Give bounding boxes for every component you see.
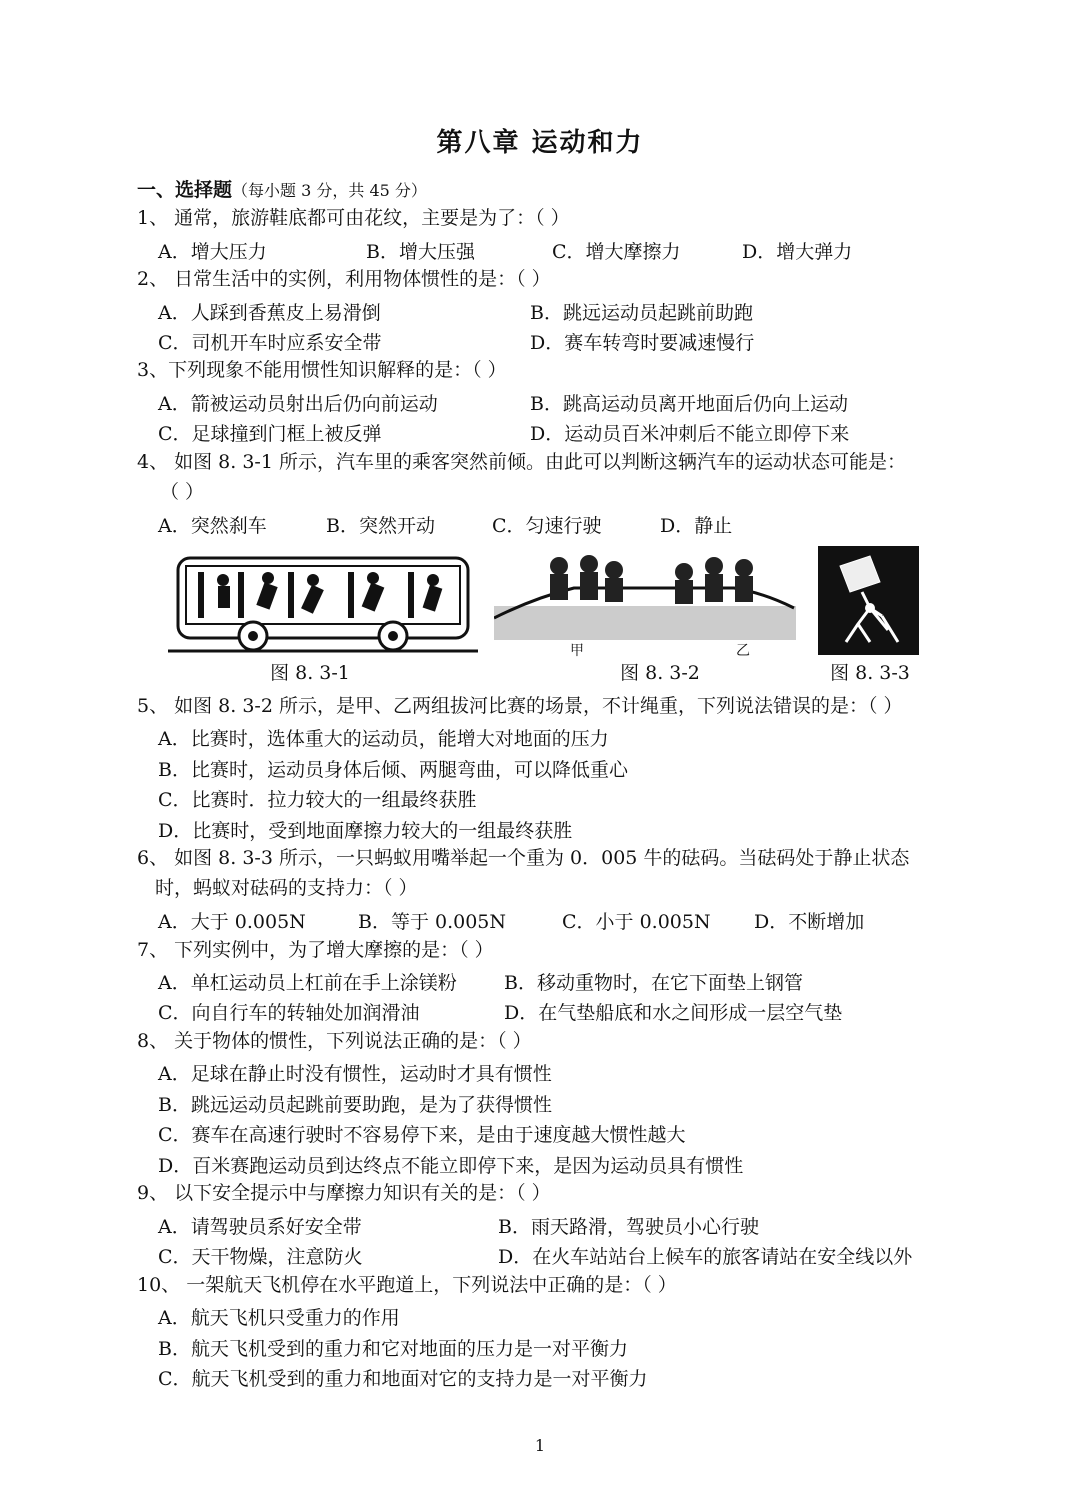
q8-option-c: C．赛车在高速行驶时不容易停下来，是由于速度越大惯性越大 xyxy=(158,1124,686,1146)
q6-option-b: B．等于 0.005N xyxy=(358,911,507,933)
q3-option-c: C．足球撞到门框上被反弹 xyxy=(158,423,382,445)
question-6-stem: 6、 如图 8. 3-3 所示，一只蚂蚁用嘴举起一个重为 0．005 牛的砝码。当砝码处于静止状态 xyxy=(137,847,910,869)
q9-option-b: B．雨天路滑，驾驶员小心行驶 xyxy=(498,1216,759,1238)
q7-option-d: D．在气垫船底和水之间形成一层空气垫 xyxy=(504,1002,843,1024)
section-heading xyxy=(137,175,427,202)
q3-option-d: D．运动员百米冲刺后不能立即停下来 xyxy=(530,423,850,445)
q2-option-b: B．跳远运动员起跳前助跑 xyxy=(530,302,753,324)
q3-option-a: A．箭被运动员射出后仍向前运动 xyxy=(158,393,438,415)
question-4-stem-cont: （ ） xyxy=(160,481,205,503)
q9-option-a: A．请驾驶员系好安全带 xyxy=(158,1216,362,1238)
q6-option-a: A．大于 0.005N xyxy=(158,911,306,933)
q1-option-d: D．增大弹力 xyxy=(742,241,853,263)
q5-option-d: D．比赛时，受到地面摩擦力较大的一组最终获胜 xyxy=(158,820,573,842)
q9-option-d: D．在火车站站台上候车的旅客请站在安全线以外 xyxy=(498,1246,913,1268)
question-7-stem: 7、 下列实例中，为了增大摩擦的是：（ ） xyxy=(137,939,494,961)
q2-option-c: C．司机开车时应系安全带 xyxy=(158,332,382,354)
figure-2-team-b: 乙 xyxy=(736,643,750,659)
page-title: 第八章 运动和力 xyxy=(436,128,644,158)
question-4-stem: 4、 如图 8. 3-1 所示，汽车里的乘客突然前倾。由此可以判断这辆汽车的运动状态可能是： xyxy=(137,451,906,473)
figure-1-caption: 图 8. 3-1 xyxy=(270,662,350,684)
question-2-stem: 2、 日常生活中的实例，利用物体惯性的是：（ ） xyxy=(137,268,551,290)
q2-option-d: D．赛车转弯时要减速慢行 xyxy=(530,332,755,354)
q10-option-a: A．航天飞机只受重力的作用 xyxy=(158,1307,400,1329)
q8-option-a: A．足球在静止时没有惯性，运动时才具有惯性 xyxy=(158,1063,552,1085)
section-title: 一、选择题 xyxy=(137,179,233,201)
question-9-stem: 9、 以下安全提示中与摩擦力知识有关的是：（ ） xyxy=(137,1182,551,1204)
q4-option-b: B．突然开动 xyxy=(326,515,435,537)
figure-3-caption: 图 8. 3-3 xyxy=(830,662,910,684)
q1-option-c: C．增大摩擦力 xyxy=(552,241,681,263)
q7-option-b: B．移动重物时，在它下面垫上钢管 xyxy=(504,972,803,994)
q6-option-d: D．不断增加 xyxy=(754,911,865,933)
q10-option-c: C．航天飞机受到的重力和地面对它的支持力是一对平衡力 xyxy=(158,1368,648,1390)
q7-option-a: A．单杠运动员上杠前在手上涂镁粉 xyxy=(158,972,457,994)
q5-option-c: C．比赛时．拉力较大的一组最终获胜 xyxy=(158,789,477,811)
q3-option-b: B．跳高运动员离开地面后仍向上运动 xyxy=(530,393,848,415)
ant-figure xyxy=(818,546,919,655)
figure-2-caption: 图 8. 3-2 xyxy=(620,662,700,684)
q8-option-d: D．百米赛跑运动员到达终点不能立即停下来，是因为运动员具有惯性 xyxy=(158,1155,744,1177)
figure-2-team-a: 甲 xyxy=(570,643,584,659)
q8-option-b: B．跳远运动员起跳前要助跑，是为了获得惯性 xyxy=(158,1094,552,1116)
q4-option-c: C．匀速行驶 xyxy=(492,515,602,537)
q2-option-a: A．人踩到香蕉皮上易滑倒 xyxy=(158,302,381,324)
question-10-stem: 10、 一架航天飞机停在水平跑道上，下列说法中正确的是：（ ） xyxy=(137,1274,677,1296)
tug-of-war-figure xyxy=(494,548,796,640)
page-number: 1 xyxy=(534,1436,546,1455)
question-8-stem: 8、 关于物体的惯性，下列说法正确的是：（ ） xyxy=(137,1030,532,1052)
q4-option-a: A．突然刹车 xyxy=(158,515,267,537)
q10-option-b: B．航天飞机受到的重力和它对地面的压力是一对平衡力 xyxy=(158,1338,628,1360)
question-6-stem-cont: 时，蚂蚁对砝码的支持力：（ ） xyxy=(155,877,418,899)
question-1-stem: 1、 通常，旅游鞋底都可由花纹，主要是为了：（ ） xyxy=(137,207,570,229)
q6-option-c: C．小于 0.005N xyxy=(562,911,711,933)
q4-option-d: D．静止 xyxy=(660,515,733,537)
question-5-stem: 5、 如图 8. 3-2 所示，是甲、乙两组拔河比赛的场景，不计绳重，下列说法错误的是：（ ） xyxy=(137,695,903,717)
q5-option-a: A．比赛时，选体重大的运动员，能增大对地面的压力 xyxy=(158,728,609,750)
q1-option-b: B．增大压强 xyxy=(366,241,475,263)
q7-option-c: C．向自行车的转轴处加润滑油 xyxy=(158,1002,420,1024)
q5-option-b: B．比赛时，运动员身体后倾、两腿弯曲，可以降低重心 xyxy=(158,759,628,781)
bus-figure xyxy=(168,550,478,655)
q9-option-c: C．天干物燥，注意防火 xyxy=(158,1246,363,1268)
section-note: （每小题 3 分，共 45 分） xyxy=(232,181,427,200)
q1-option-a: A．增大压力 xyxy=(158,241,267,263)
question-3-stem: 3、下列现象不能用惯性知识解释的是：（ ） xyxy=(137,359,507,381)
